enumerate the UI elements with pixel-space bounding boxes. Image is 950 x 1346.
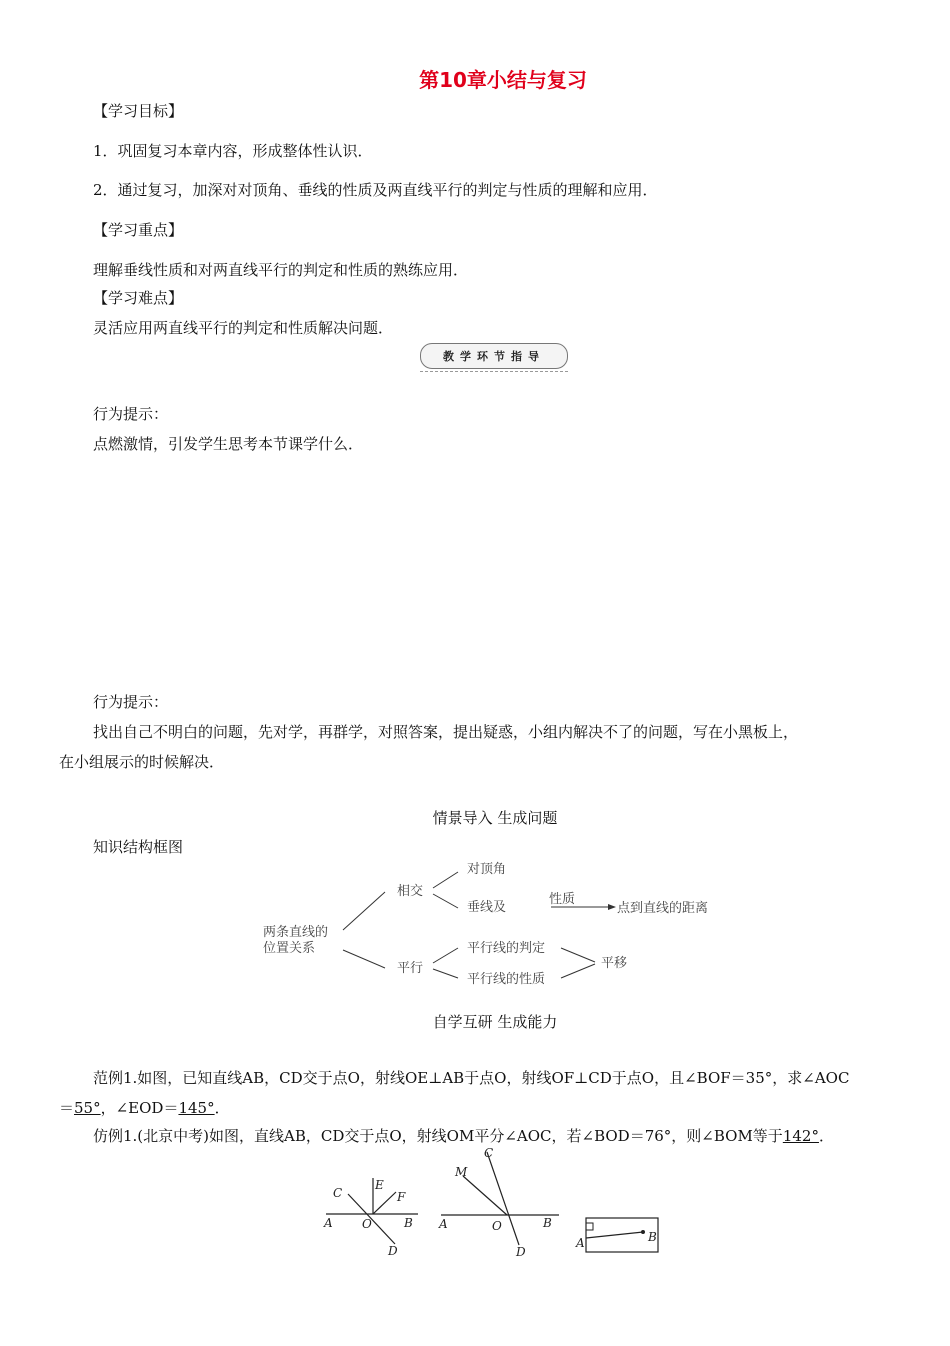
fig1-label-f: F: [397, 1190, 406, 1204]
fig3-segment-ab: [586, 1232, 643, 1238]
branch-line-judgment: [433, 948, 458, 963]
fig2-label-b: B: [543, 1216, 552, 1230]
key-points-heading: 【学习重点】: [93, 221, 184, 239]
fig3-point-b: [641, 1230, 645, 1234]
example1-line2: [59, 1098, 230, 1118]
teaching-guide-banner: 教学环节指导: [420, 343, 568, 369]
node-vertical-angles: 对顶角: [467, 862, 507, 877]
key-points-text: 理解垂线性质和对两直线平行的判定和性质的熟练应用．: [93, 261, 469, 279]
node-parallel: 平行: [397, 961, 424, 976]
framework-heading: 知识结构框图: [93, 838, 184, 856]
node-root-line2: 位置关系: [263, 941, 316, 956]
objectives-heading: 【学习目标】: [93, 102, 184, 120]
practice1-suffix: ．: [818, 1127, 834, 1145]
node-root-line1: 两条直线的: [263, 925, 329, 940]
branch-line-property: [433, 969, 458, 978]
fig2-label-c: C: [484, 1146, 494, 1160]
node-parallel-judgment: 平行线的判定: [467, 941, 546, 956]
banner-underline: [420, 371, 568, 372]
section-study-heading: 自学互研 生成能力: [432, 1013, 558, 1031]
branch-line-intersect: [343, 892, 385, 930]
objective-item-1: 1．巩固复习本章内容，形成整体性认识．: [93, 142, 373, 160]
fig3-label-b: B: [648, 1230, 657, 1244]
example1-middle: ，∠EOD＝: [100, 1099, 179, 1117]
merge-line-property: [561, 964, 595, 978]
fig1-label-e: E: [375, 1178, 384, 1192]
example1-answer-eod: 145°: [178, 1099, 215, 1117]
example1-prefix: ＝: [59, 1099, 75, 1117]
fig1-label-a: A: [324, 1216, 333, 1230]
fig1-ray-of: [373, 1192, 396, 1214]
hint2-line2: 在小组展示的时候解决．: [59, 753, 225, 771]
node-translation: 平移: [601, 956, 628, 971]
fig1-label-c: C: [333, 1186, 343, 1200]
branch-line-perpendicular: [433, 894, 458, 908]
fig2-label-a: A: [439, 1217, 448, 1231]
fig2-label-d: D: [516, 1245, 526, 1259]
difficulties-text: 灵活应用两直线平行的判定和性质解决问题．: [93, 319, 394, 337]
fig1-label-o: O: [362, 1217, 372, 1231]
branch-line-parallel: [343, 950, 385, 968]
example1-line1: 范例1.如图，已知直线AB，CD交于点O，射线OE⊥AB于点O，射线OF⊥CD于点O，且∠BOF＝35°，求∠AOC: [93, 1069, 850, 1087]
fig2-ray-om: [463, 1176, 507, 1215]
practice1-text: 仿例1.(北京中考)如图，直线AB，CD交于点O，射线OM平分∠AOC，若∠BOD＝76°，则∠BOM等于: [93, 1127, 783, 1145]
node-perpendicular: 垂线及: [467, 900, 507, 915]
figure1-intersecting-lines: [318, 1170, 423, 1260]
hint1-label: 行为提示：: [93, 405, 169, 423]
hint2-line1: 找出自己不明白的问题，先对学，再群学，对照答案，提出疑惑，小组内解决不了的问题，写在小黑板上，: [93, 723, 799, 741]
fig2-label-m: M: [455, 1165, 468, 1179]
node-distance: 点到直线的距离: [617, 901, 709, 916]
merge-line-judgment: [561, 948, 595, 962]
fig1-label-d: D: [388, 1244, 398, 1258]
hint1-text: 点燃激情，引发学生思考本节课学什么．: [93, 435, 364, 453]
knowledge-framework-diagram: [255, 850, 735, 990]
branch-line-vertical-angles: [433, 872, 458, 888]
page-title: 第10章小结与复习: [419, 68, 587, 92]
fig3-right-angle-mark: [586, 1223, 593, 1230]
figure3-rectangle: [575, 1212, 665, 1260]
hint2-label: 行为提示：: [93, 693, 169, 711]
example1-answer-aoc: 55°: [74, 1099, 101, 1117]
node-parallel-property: 平行线的性质: [467, 972, 546, 987]
node-intersect: 相交: [397, 884, 424, 899]
node-property: 性质: [549, 892, 576, 907]
objective-item-2: 2．通过复习，加深对对顶角、垂线的性质及两直线平行的判定与性质的理解和应用．: [93, 181, 658, 199]
section-intro-heading: 情景导入 生成问题: [432, 809, 558, 827]
fig3-label-a: A: [576, 1236, 585, 1250]
practice1-answer: 142°: [782, 1127, 819, 1145]
fig1-label-b: B: [404, 1216, 413, 1230]
example1-suffix: ．: [214, 1099, 230, 1117]
fig2-label-o: O: [492, 1219, 502, 1233]
figure2-angle-bisector: [433, 1142, 563, 1260]
difficulties-heading: 【学习难点】: [93, 289, 184, 307]
